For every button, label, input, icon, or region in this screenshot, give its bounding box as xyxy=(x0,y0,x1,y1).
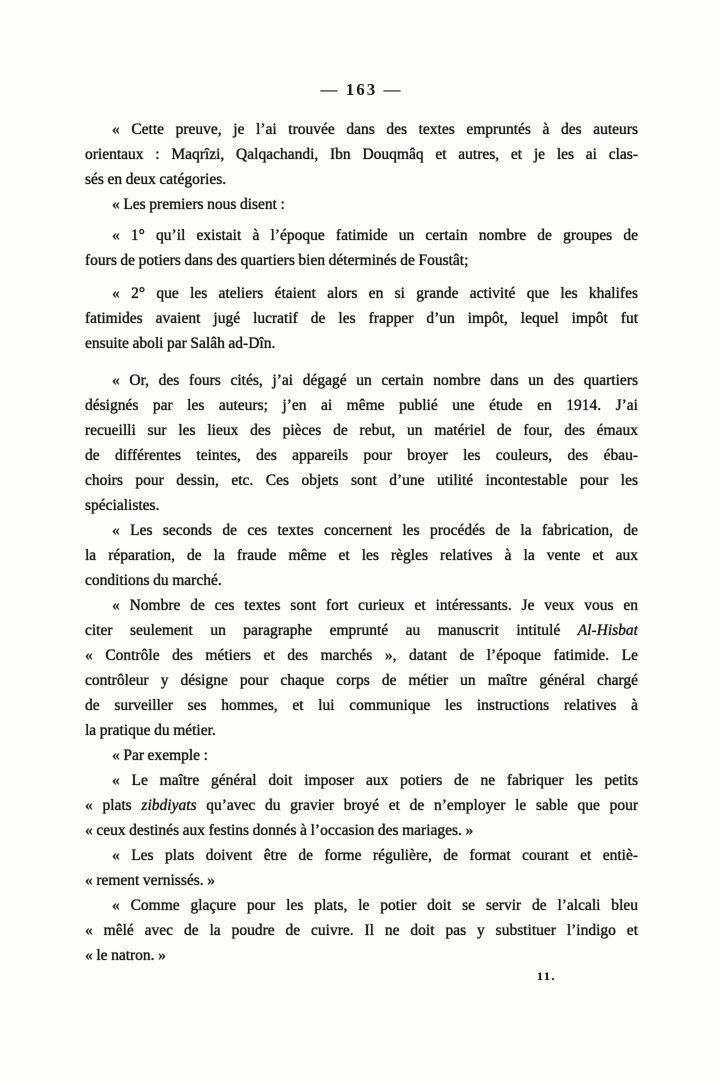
text-line: fours de potiers dans des quartiers bien déterminés de Foustât; xyxy=(85,252,469,269)
paragraph-11 xyxy=(85,893,638,968)
paragraph-3 xyxy=(85,223,638,273)
text-line: de différentes teintes, des appareils pour broyer les couleurs, des ébau- xyxy=(85,447,638,464)
text-line: « Contrôle des métiers et des marchés », datant de l’époque fatimide. Le xyxy=(85,647,638,664)
text-line: conditions du marché. xyxy=(85,572,222,589)
text-line: « rement vernissés. » xyxy=(85,872,215,889)
text-line: « Les seconds de ces textes concernent les procédés de la fabrication, de xyxy=(112,522,638,539)
text-line: « Par exemple : xyxy=(112,747,208,764)
text-line: sés en deux catégories. xyxy=(85,171,227,188)
text-line: orientaux : Maqrîzi, Qalqachandi, Ibn Douqmâq et autres, et je les ai clas- xyxy=(85,146,638,163)
text-line: « ceux destinés aux festins donnés à l’occasion des mariages. » xyxy=(85,822,474,839)
text-line: spécialistes. xyxy=(85,497,160,514)
paragraph-1 xyxy=(85,117,638,192)
text-line: désignés par les auteurs; j’en ai même publié une étude en 1914. J’ai xyxy=(85,397,638,414)
text-line: de surveiller ses hommes, et lui communique les instructions relatives à xyxy=(85,697,638,714)
paragraph-2 xyxy=(85,192,638,217)
paragraph-4 xyxy=(85,281,638,356)
paragraph-5 xyxy=(85,368,638,518)
text-line: « Or, des fours cités, j’ai dégagé un certain nombre dans un des quartiers xyxy=(112,372,638,389)
text-line: « Les premiers nous disent : xyxy=(112,196,285,213)
text-line: « plats zibdiyats qu’avec du gravier broyé et de n’employer le sable que pour xyxy=(85,797,638,814)
paragraph-6 xyxy=(85,518,638,593)
paragraph-7 xyxy=(85,593,638,743)
text-line: « 2° que les ateliers étaient alors en si grande activité que les khalifes xyxy=(112,285,638,302)
text-line: recueilli sur les lieux des pièces de rebut, un matériel de four, des émaux xyxy=(85,422,638,439)
text-line: la réparation, de la fraude même et les règles relatives à la vente et aux xyxy=(85,547,638,564)
text-line: choirs pour dessin, etc. Ces objets sont d’une utilité incontestable pour les xyxy=(85,472,638,489)
text-line: citer seulement un paragraphe emprunté au manuscrit intitulé Al-Hisbat xyxy=(85,622,638,639)
text-line: la pratique du métier. xyxy=(85,722,216,739)
text-line: « Le maître général doit imposer aux potiers de ne fabriquer les petits xyxy=(112,772,638,789)
text-line: « Les plats doivent être de forme régulière, de format courant et entiè- xyxy=(112,847,638,864)
text-line: « 1° qu’il existait à l’époque fatimide un certain nombre de groupes de xyxy=(112,227,638,244)
paragraph-9 xyxy=(85,768,638,843)
text-line: contrôleur y désigne pour chaque corps de métier un maître général chargé xyxy=(85,672,638,689)
text-line: « Cette preuve, je l’ai trouvée dans des textes empruntés à des auteurs xyxy=(112,121,638,138)
text-line: ensuite aboli par Salâh ad-Dîn. xyxy=(85,335,276,352)
paragraph-8 xyxy=(85,743,638,768)
signature-mark: 11. xyxy=(537,969,556,983)
text-line: « le natron. » xyxy=(85,947,166,964)
text-block xyxy=(85,117,638,968)
text-line: « mêlé avec de la poudre de cuivre. Il ne doit pas y substituer l’indigo et xyxy=(85,922,638,939)
text-line: « Comme glaçure pour les plats, le potier doit se servir de l’alcali bleu xyxy=(112,897,638,914)
page-number-header: — 163 — xyxy=(320,80,403,99)
text-line: « Nombre de ces textes sont fort curieux et intéressants. Je veux vous en xyxy=(112,597,638,614)
text-line: fatimides avaient jugé lucratif de les frapper d’un impôt, lequel impôt fut xyxy=(85,310,638,327)
paragraph-10 xyxy=(85,843,638,893)
